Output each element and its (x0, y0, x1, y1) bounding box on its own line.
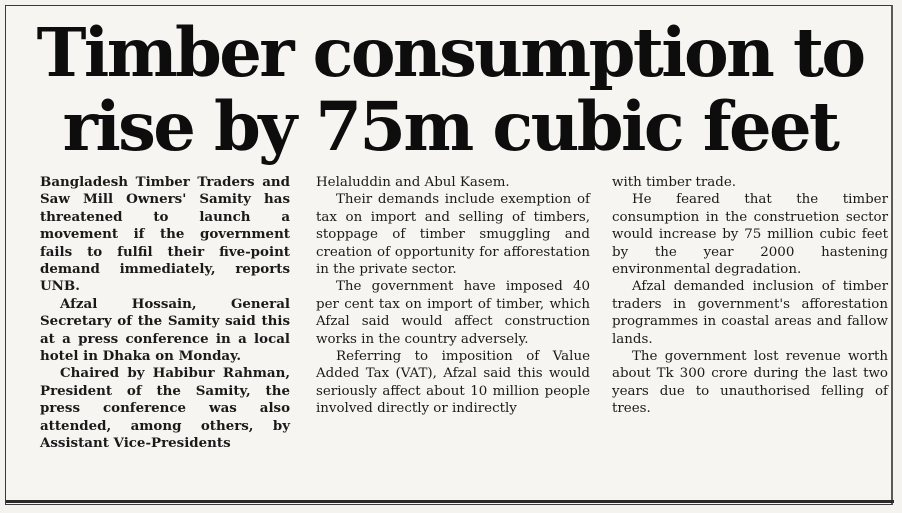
paragraph: Their demands include exemption of tax on import and selling of timbers, stoppage of timber smuggling and creation of opportunity for afforestation in the private sector. (316, 192, 590, 278)
news-clipping (5, 5, 893, 505)
paragraph: The government lost revenue worth about Tk 300 crore during the last two years due to unauthorised felling of trees. (612, 349, 888, 417)
column-2 (316, 174, 590, 418)
column-3 (612, 174, 888, 418)
paragraph: Bangladesh Timber Traders and Saw Mill Owners' Samity has threatened to launch a movement if the government fails to fulfil their five-point demand immediately, reports UNB. (40, 174, 290, 295)
paragraph: Helaluddin and Abul Kasem. (316, 175, 510, 190)
paragraph: Afzal Hossain, General Secretary of the Samity said this at a press conference in a local hotel in Dhaka on Monday. (40, 295, 290, 365)
bottom-rule (6, 500, 894, 503)
paragraph: Chaired by Habibur Rahman, President of the Samity, the press conference was also attended, among others, by Assistant Vice-Presidents (40, 365, 290, 452)
headline (6, 13, 894, 166)
paragraph: The government have imposed 40 per cent tax on import of timber, which Afzal said would affect construction works in the country adversely. (316, 279, 590, 347)
paragraph: with timber trade. (612, 175, 737, 190)
paragraph: He feared that the timber consumption in the construetion sector would increase by 75 million cubic feet by the year 2000 hastening environmental degradation. (612, 192, 888, 278)
paragraph: Referring to imposition of Value Added Tax (VAT), Afzal said this would seriously affect about 10 million people involved directly or indirectly (316, 349, 590, 417)
headline-line-2: rise by 75m cubic feet (62, 87, 838, 166)
column-1 (40, 174, 290, 453)
article-body (40, 174, 890, 499)
headline-line-1: Timber consumption to (36, 13, 864, 92)
paragraph: Afzal demanded inclusion of timber traders in government's afforestation programmes in coastal areas and fallow lands. (612, 279, 888, 347)
